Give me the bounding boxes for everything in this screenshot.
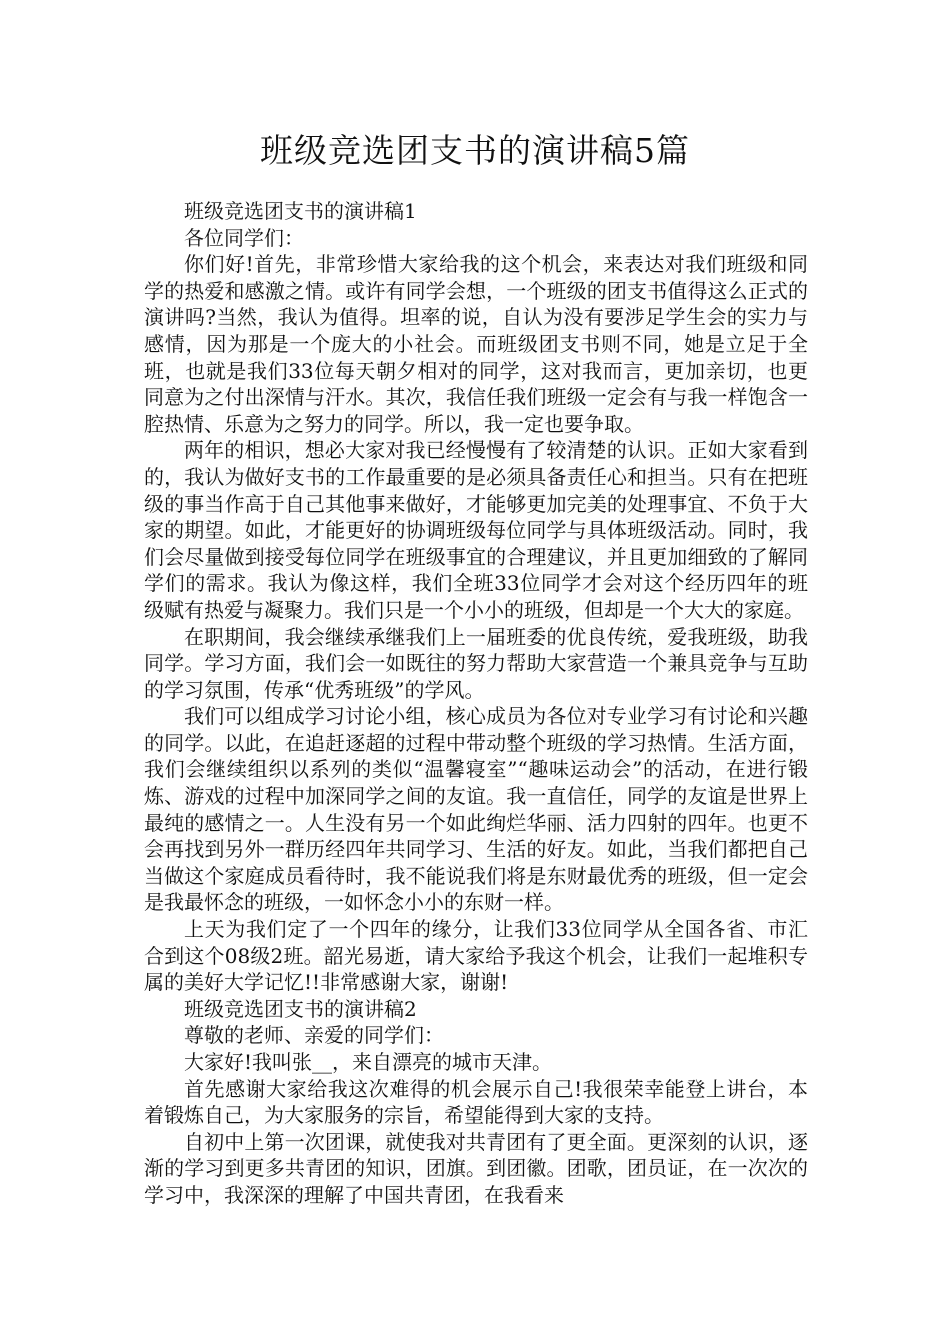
salutation: 尊敬的老师、亲爱的同学们： [184, 1023, 444, 1048]
paragraph: 上天为我们定了一个四年的缘分，让我们33位同学从全国各省、市汇合到这个08级2班。韶光易逝，请大家给予我这个机会，让我们一起堆积专属的美好大学记忆!!非常感谢大家，谢谢! [144, 917, 808, 995]
paragraph: 首先感谢大家给我这次难得的机会展示自己!我很荣幸能登上讲台，本着锻炼自己，为大家服务的宗旨，希望能得到大家的支持。 [144, 1076, 808, 1128]
section-heading: 班级竞选团支书的演讲稿2 [184, 996, 417, 1021]
salutation: 各位同学们： [184, 225, 304, 250]
paragraph: 大家好!我叫张__，来自漂亮的城市天津。 [184, 1050, 553, 1074]
paragraph: 我们可以组成学习讨论小组，核心成员为各位对专业学习有讨论和兴趣的同学。以此，在追赶逐超的过程中带动整个班级的学习热情。生活方面，我们会继续组织以系列的类似“温馨寝室”“趣味运动会”的活动，在进行锻炼、游戏的过程中加深同学之间的友谊。我一直信任，同学的友谊是世界上最纯的感情之一。人生没有另一个如此绚烂华丽、活力四射的四年。也更不会再找到另外一群历经四年共同学习、生活的好友。如此，当我们都把自己当做这个家庭成员看待时，我不能说我们将是东财最优秀的班级，但一定会是我最怀念的班级，一如怀念小小的东财一样。 [144, 704, 808, 915]
paragraph: 你们好!首先，非常珍惜大家给我的这个机会，来表达对我们班级和同学的热爱和感激之情。或许有同学会想，一个班级的团支书值得这么正式的演讲吗?当然，我认为值得。坦率的说，自认为没有要涉足学生会的实力与感情，因为那是一个庞大的小社会。而班级团支书则不同，她是立足于全班，也就是我们33位每天朝夕相对的同学，这对我而言，更加亲切，也更同意为之付出深情与汗水。其次，我信任我们班级一定会有与我一样饱含一腔热情、乐意为之努力的同学。所以，我一定也要争取。 [144, 252, 808, 436]
paragraph: 在职期间，我会继续承继我们上一届班委的优良传统，爱我班级，助我同学。学习方面，我们会一如既往的努力帮助大家营造一个兼具竞争与互助的学习氛围，传承“优秀班级”的学风。 [144, 624, 808, 702]
paragraph: 两年的相识，想必大家对我已经慢慢有了较清楚的认识。正如大家看到的，我认为做好支书的工作最重要的是必须具备责任心和担当。只有在把班级的事当作高于自己其他事来做好，才能够更加完美的处理事宜、不负于大家的期望。如此，才能更好的协调班级每位同学与具体班级活动。同时，我们会尽量做到接受每位同学在班级事宜的合理建议，并且更加细致的了解同学们的需求。我认为像这样，我们全班33位同学才会对这个经历四年的班级赋有热爱与凝聚力。我们只是一个小小的班级，但却是一个大大的家庭。 [144, 438, 808, 622]
document-body [144, 198, 808, 1209]
section-heading: 班级竞选团支书的演讲稿1 [184, 199, 417, 223]
document-title: 班级竞选团支书的演讲稿5篇 [260, 131, 690, 170]
paragraph: 自初中上第一次团课，就使我对共青团有了更全面。更深刻的认识，逐渐的学习到更多共青团的知识，团旗。到团徽。团歌，团员证，在一次次的学习中，我深深的理解了中国共青团，在我看来 [144, 1129, 808, 1207]
